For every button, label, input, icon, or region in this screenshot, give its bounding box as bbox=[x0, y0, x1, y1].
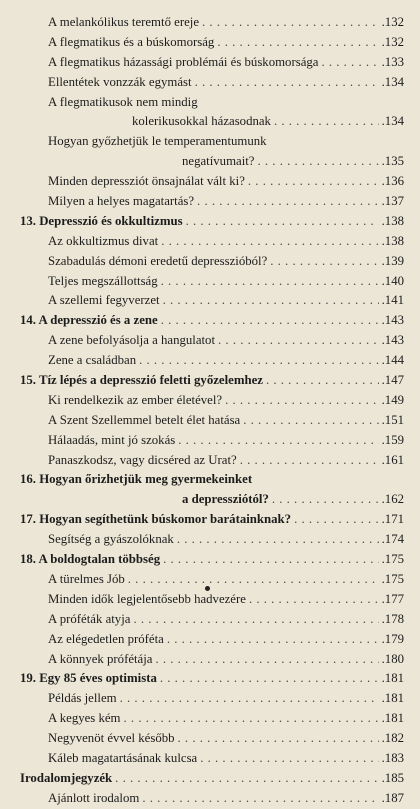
toc-entry-title: A szellemi fegyverzet bbox=[48, 293, 160, 308]
toc-leader-dots bbox=[120, 689, 379, 709]
toc-page-number: .147 bbox=[381, 373, 404, 388]
toc-entry-title: Hálaadás, mint jó szokás bbox=[48, 432, 176, 447]
toc-leader-dots bbox=[163, 291, 379, 311]
toc-leader-dots bbox=[177, 530, 379, 550]
toc-entry-title: Zene a családban bbox=[48, 353, 137, 368]
toc-page-number: .174 bbox=[381, 532, 404, 547]
toc-page-number: .171 bbox=[381, 512, 404, 527]
toc-entry-title: 19. Egy 85 éves optimista bbox=[20, 671, 157, 686]
toc-entry-title: kolerikusokkal házasodnak bbox=[132, 114, 271, 129]
toc-entry bbox=[20, 451, 404, 471]
toc-entry bbox=[20, 431, 404, 451]
toc-page-number: .143 bbox=[381, 333, 404, 348]
toc-entry-title: 16. Hogyan őrizhetjük meg gyermekeinket bbox=[20, 472, 253, 487]
toc-leader-dots bbox=[124, 709, 379, 729]
toc-leader-dots bbox=[167, 630, 379, 650]
toc-entry-title: Minden idők legjelentősebb hadvezére bbox=[48, 591, 246, 606]
toc-leader-dots bbox=[186, 212, 379, 232]
toc-entry bbox=[20, 13, 404, 33]
toc-entry-title: 18. A boldogtalan többség bbox=[20, 552, 161, 567]
toc-page-number: .161 bbox=[381, 452, 404, 467]
toc-page-number: .137 bbox=[381, 194, 404, 209]
toc-page-number: .179 bbox=[381, 631, 404, 646]
toc-entry bbox=[20, 192, 404, 212]
toc-leader-dots bbox=[161, 311, 379, 331]
toc-entry-title: Teljes megszállottság bbox=[48, 273, 158, 288]
toc-page-number: .135 bbox=[381, 154, 404, 169]
toc-entry-title: Milyen a helyes magatartás? bbox=[48, 194, 195, 209]
toc-page-number: .181 bbox=[381, 691, 404, 706]
toc-entry bbox=[20, 689, 404, 709]
toc-entry bbox=[20, 272, 404, 292]
page-marker-dot bbox=[205, 586, 210, 591]
toc-entry bbox=[20, 132, 404, 152]
toc-leader-dots bbox=[155, 650, 378, 670]
toc-entry-title: A könnyek prófétája bbox=[48, 651, 153, 666]
toc-page-number: .175 bbox=[381, 571, 404, 586]
toc-entry-title: Irodalomjegyzék bbox=[20, 770, 113, 785]
toc-page-number: .185 bbox=[381, 770, 404, 785]
toc-entry-title: A türelmes Jób bbox=[48, 571, 125, 586]
toc-page-number: .181 bbox=[381, 671, 404, 686]
toc-entry-title: Hogyan győzhetjük le temperamentumunk bbox=[48, 134, 267, 149]
toc-page-number: .183 bbox=[381, 750, 404, 765]
toc-leader-dots bbox=[243, 411, 378, 431]
toc-leader-dots bbox=[197, 192, 379, 212]
toc-entry-title: 15. Tíz lépés a depresszió feletti győzelemhez bbox=[20, 373, 263, 388]
toc-leader-dots bbox=[240, 451, 379, 471]
toc-entry bbox=[20, 331, 404, 351]
toc-entry bbox=[20, 391, 404, 411]
toc-entry-title: Példás jellem bbox=[48, 691, 117, 706]
toc-page-number: .136 bbox=[381, 174, 404, 189]
toc-leader-dots bbox=[200, 749, 378, 769]
toc-entry bbox=[20, 252, 404, 272]
toc-leader-dots bbox=[321, 53, 378, 73]
toc-page-number: .182 bbox=[381, 731, 404, 746]
toc-leader-dots bbox=[272, 490, 379, 510]
toc-entry-title: a depressziótól? bbox=[182, 492, 269, 507]
toc-chapter-entry bbox=[20, 311, 404, 331]
toc-leader-dots bbox=[161, 232, 378, 252]
toc-entry-title: Minden depressziót önsajnálat vált ki? bbox=[48, 174, 245, 189]
toc-entry bbox=[20, 172, 404, 192]
toc-entry-title: A próféták atyja bbox=[48, 611, 131, 626]
toc-leader-dots bbox=[142, 789, 378, 809]
toc-leader-dots bbox=[225, 391, 379, 411]
toc-chapter-entry bbox=[20, 470, 404, 490]
toc-page-number: .187 bbox=[381, 790, 404, 805]
toc-entry-title: A melankólikus teremtő ereje bbox=[48, 15, 200, 29]
toc-page-number: .144 bbox=[381, 353, 404, 368]
toc-entry-title: 17. Hogyan segíthetünk búskomor barátainknak? bbox=[20, 512, 292, 527]
toc-entry bbox=[20, 570, 404, 590]
toc-entry-title: negatívumait? bbox=[182, 154, 255, 169]
toc-entry-title: Káleb magatartásának kulcsa bbox=[48, 750, 198, 765]
toc-page-number: .138 bbox=[381, 213, 404, 228]
toc-entry bbox=[20, 650, 404, 670]
toc-page-number: .175 bbox=[381, 552, 404, 567]
toc-entry bbox=[20, 630, 404, 650]
toc-leader-dots bbox=[161, 272, 379, 292]
toc-entry bbox=[20, 232, 404, 252]
toc-leader-dots bbox=[270, 252, 378, 272]
toc-entry bbox=[20, 93, 404, 113]
toc-chapter-entry bbox=[20, 212, 404, 232]
toc-entry bbox=[20, 112, 404, 132]
toc-page-number: .177 bbox=[381, 591, 404, 606]
toc-leader-dots bbox=[274, 112, 379, 132]
toc-leader-dots bbox=[178, 729, 379, 749]
toc-page-number: .132 bbox=[381, 34, 404, 49]
toc-entry-title: A zene befolyásolja a hangulatot bbox=[48, 333, 216, 348]
toc-entry-title: Az elégedetlen próféta bbox=[48, 631, 164, 646]
toc-leader-dots bbox=[258, 152, 379, 172]
toc-entry-title: A flegmatikusok nem mindig bbox=[48, 94, 198, 109]
toc-entry bbox=[20, 152, 404, 172]
toc-page-number: .134 bbox=[381, 74, 404, 89]
toc-leader-dots bbox=[163, 550, 379, 570]
toc-leader-dots bbox=[218, 331, 379, 351]
toc-entry-title: Negyvenöt évvel később bbox=[48, 731, 175, 746]
toc-chapter-entry bbox=[20, 490, 404, 510]
toc-entry bbox=[20, 351, 404, 371]
toc-leader-dots bbox=[139, 351, 378, 371]
toc-entry bbox=[20, 709, 404, 729]
toc-entry-title: A flegmatikus és a búskomorság bbox=[48, 34, 215, 49]
toc-chapter-entry bbox=[20, 510, 404, 530]
toc-page-number: .178 bbox=[381, 611, 404, 626]
toc-entry bbox=[20, 411, 404, 431]
toc-chapter-entry bbox=[20, 769, 404, 789]
toc-leader-dots bbox=[248, 172, 379, 192]
toc-page-number: .149 bbox=[381, 392, 404, 407]
toc-leader-dots bbox=[195, 73, 379, 93]
toc-entry-title: A flegmatikus házassági problémái és búskomorsága bbox=[48, 54, 319, 69]
toc-leader-dots bbox=[266, 371, 379, 391]
toc-page-number: .139 bbox=[381, 253, 404, 268]
toc-entry-title: A Szent Szellemmel betelt élet hatása bbox=[48, 412, 241, 427]
toc-page-number: .132 bbox=[381, 15, 404, 29]
toc-entry bbox=[20, 33, 404, 53]
toc-page-number: .143 bbox=[381, 313, 404, 328]
toc-page-number: .159 bbox=[381, 432, 404, 447]
toc-leader-dots bbox=[160, 669, 379, 689]
toc-leader-dots bbox=[133, 610, 378, 630]
toc-entry-title: Az okkultizmus divat bbox=[48, 233, 159, 248]
toc-entry bbox=[20, 73, 404, 93]
toc-entry-title: Szabadulás démoni eredetű depresszióból? bbox=[48, 253, 268, 268]
toc-entry bbox=[20, 729, 404, 749]
toc-entry bbox=[20, 530, 404, 550]
toc-entry bbox=[20, 789, 404, 809]
toc-page-number: .181 bbox=[381, 711, 404, 726]
toc-page-number: .134 bbox=[381, 114, 404, 129]
toc-entry bbox=[20, 291, 404, 311]
toc-leader-dots bbox=[202, 13, 379, 33]
toc-page-number: .140 bbox=[381, 273, 404, 288]
toc-chapter-entry bbox=[20, 550, 404, 570]
toc-page-number: .138 bbox=[381, 233, 404, 248]
toc-leader-dots bbox=[217, 33, 378, 53]
toc-entry bbox=[20, 53, 404, 73]
toc-entry-title: Ajánlott irodalom bbox=[48, 790, 140, 805]
toc-page-number: .162 bbox=[381, 492, 404, 507]
toc-chapter-entry bbox=[20, 669, 404, 689]
table-of-contents bbox=[20, 13, 404, 809]
toc-entry-title: 13. Depresszió és okkultizmus bbox=[20, 213, 183, 228]
toc-leader-dots bbox=[294, 510, 379, 530]
toc-entry-title: Ellentétek vonzzák egymást bbox=[48, 74, 192, 89]
toc-entry-title: 14. A depresszió és a zene bbox=[20, 313, 158, 328]
toc-entry-title: Ki rendelkezik az ember életével? bbox=[48, 392, 223, 407]
toc-entry-title: Panaszkodsz, vagy dicséred az Urat? bbox=[48, 452, 237, 467]
toc-leader-dots bbox=[128, 570, 379, 590]
toc-entry bbox=[20, 749, 404, 769]
toc-page-number: .141 bbox=[381, 293, 404, 308]
toc-leader-dots bbox=[115, 769, 378, 789]
toc-entry-title: Segítség a gyászolóknak bbox=[48, 532, 174, 547]
toc-entry-title: A kegyes kém bbox=[48, 711, 121, 726]
toc-chapter-entry bbox=[20, 371, 404, 391]
toc-page-number: .180 bbox=[381, 651, 404, 666]
toc-page-number: .133 bbox=[381, 54, 404, 69]
toc-leader-dots bbox=[178, 431, 378, 451]
toc-page-number: .151 bbox=[381, 412, 404, 427]
toc-entry bbox=[20, 610, 404, 630]
